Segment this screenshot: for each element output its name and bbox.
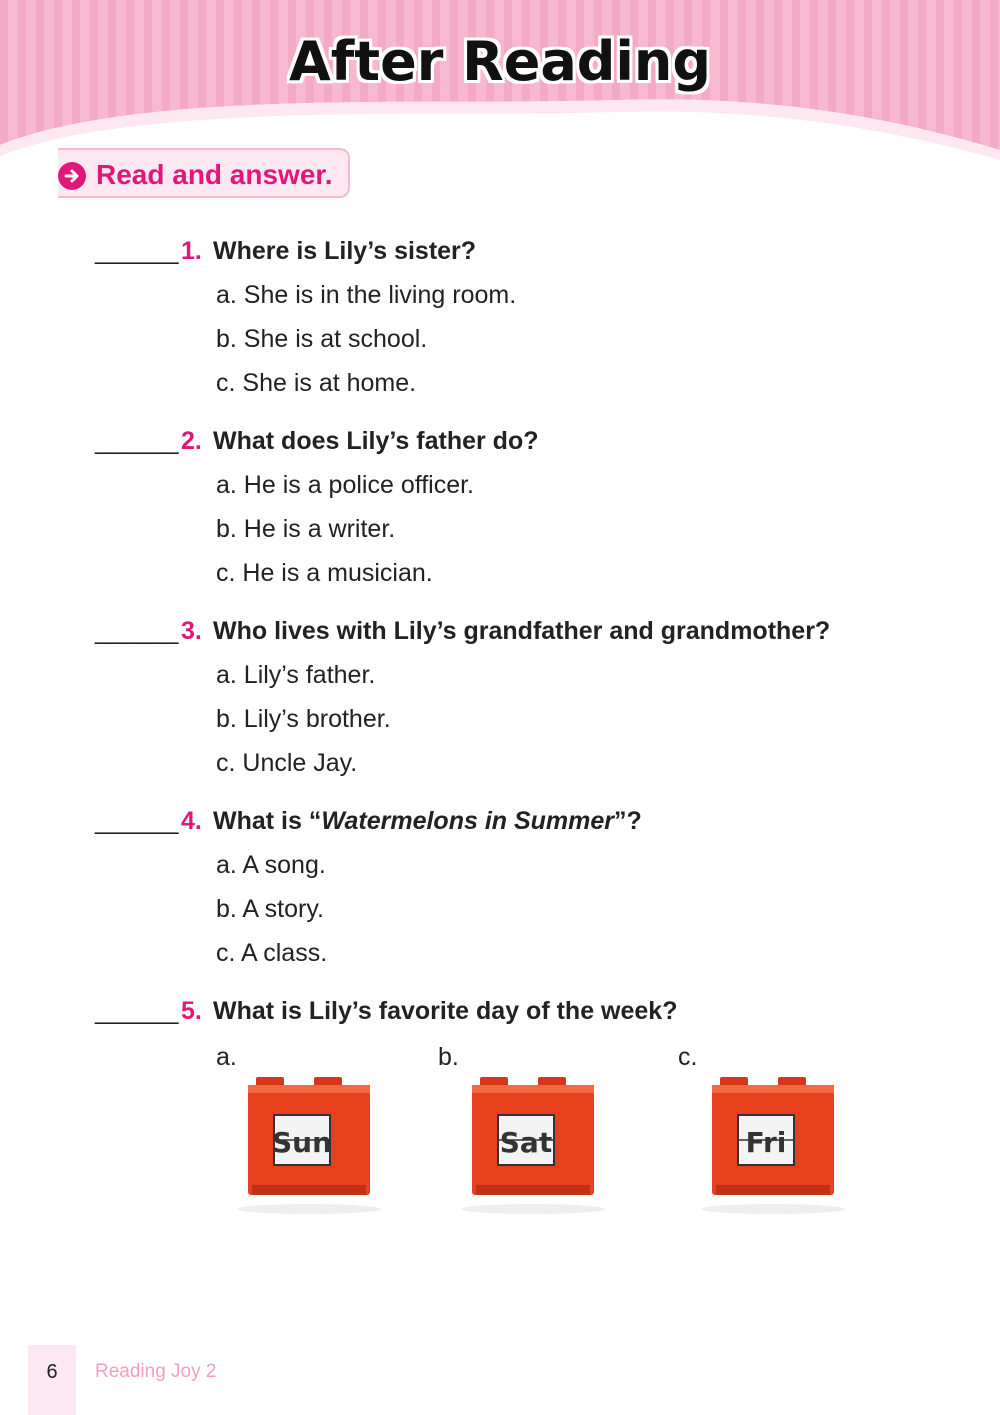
question-stem: Who lives with Lily’s grandfather and grandmother? [213, 617, 831, 645]
question-number: 1. [181, 237, 202, 265]
story-title: Watermelons in Summer [321, 807, 615, 835]
option-a: a. A song. [216, 851, 326, 879]
option-a: a. He is a police officer. [216, 471, 475, 499]
day-label: Sat [499, 1126, 553, 1159]
option-b: b. He is a writer. [216, 515, 396, 543]
stem-suffix: ”? [614, 807, 642, 835]
answer-blank[interactable]: ______ [95, 617, 179, 645]
option-letter: b. [438, 1043, 459, 1071]
question-2 [95, 427, 935, 603]
answer-blank[interactable]: ______ [95, 997, 179, 1025]
calendar-block-icon [698, 1075, 848, 1215]
day-label: Fri [745, 1126, 787, 1159]
answer-blank[interactable]: ______ [95, 237, 179, 265]
question-4 [95, 807, 935, 983]
answer-blank[interactable]: ______ [95, 807, 179, 835]
option-b: b. Lily’s brother. [216, 705, 391, 733]
question-number: 5. [181, 997, 202, 1025]
calendar-block-icon [234, 1075, 384, 1215]
stem-prefix: What is “ [213, 807, 322, 835]
picture-option-c[interactable] [678, 1043, 787, 1159]
question-number: 3. [181, 617, 202, 645]
option-c: c. He is a musician. [216, 559, 433, 587]
page-title: After Reading [288, 30, 712, 93]
option-c: c. She is at home. [216, 369, 417, 397]
question-stem: What does Lily’s father do? [213, 427, 539, 455]
question-1 [95, 237, 935, 413]
question-stem: What is Lily’s favorite day of the week? [213, 997, 678, 1025]
option-b: b. She is at school. [216, 325, 428, 353]
section-label: Read and answer. [96, 159, 333, 190]
option-b: b. A story. [216, 895, 324, 923]
question-number: 2. [181, 427, 202, 455]
calendar-block-icon [458, 1075, 608, 1215]
question-stem: Where is Lily’s sister? [213, 237, 477, 265]
question-number: 4. [181, 807, 202, 835]
question-5 [95, 997, 935, 1037]
page-number: 6 [46, 1361, 58, 1383]
option-c: c. A class. [216, 939, 328, 967]
option-a: a. Lily’s father. [216, 661, 376, 689]
picture-options [216, 1043, 916, 1213]
picture-option-a[interactable] [216, 1043, 333, 1159]
question-3 [95, 617, 935, 793]
day-label: Sun [271, 1126, 333, 1159]
question-stem [213, 807, 642, 836]
picture-option-b[interactable] [438, 1043, 553, 1159]
option-a: a. She is in the living room. [216, 281, 517, 309]
arrow-right-icon [58, 162, 86, 190]
option-c: c. Uncle Jay. [216, 749, 358, 777]
book-title: Reading Joy 2 [95, 1361, 217, 1382]
option-letter: a. [216, 1043, 237, 1071]
answer-blank[interactable]: ______ [95, 427, 179, 455]
section-heading [58, 148, 350, 198]
option-letter: c. [678, 1043, 698, 1071]
